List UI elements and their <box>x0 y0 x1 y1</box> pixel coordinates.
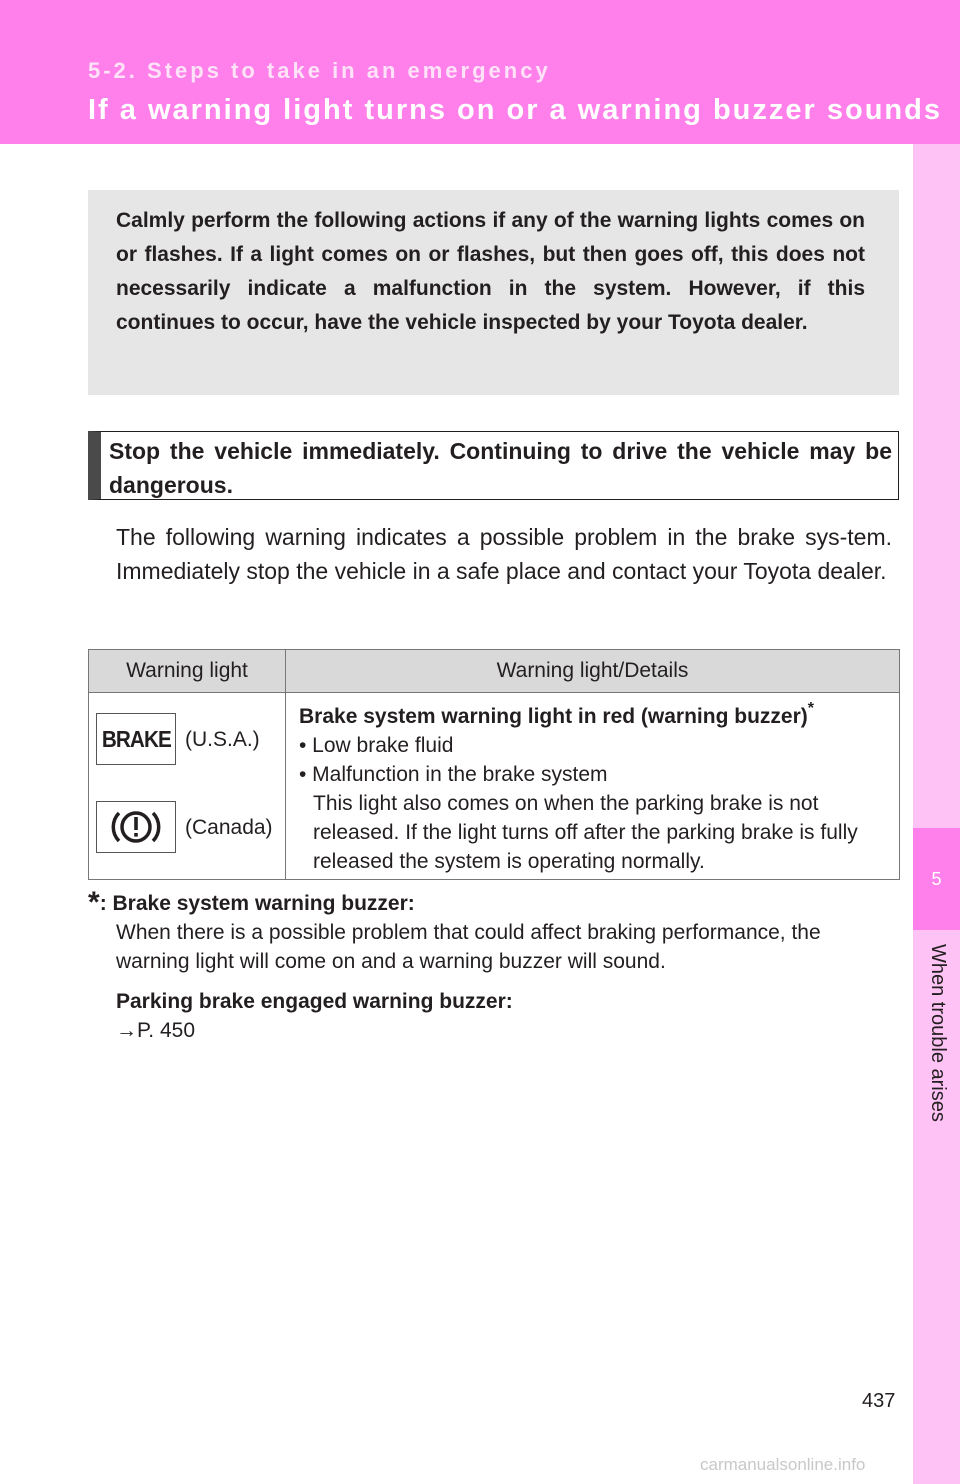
footnote <box>88 888 898 1045</box>
chapter-title-label: When trouble arises <box>927 944 949 1122</box>
table-header-details: Warning light/Details <box>496 659 689 682</box>
page-reference-link[interactable]: →P. 450 <box>116 1019 196 1042</box>
region-canada: (Canada) <box>185 816 273 839</box>
chapter-number-tab[interactable]: 5 <box>913 828 960 930</box>
brake-text-icon <box>96 713 176 765</box>
intro-box <box>88 190 899 395</box>
footnote-star: * <box>88 886 100 919</box>
watermark: carmanualsonline.info <box>700 1455 866 1474</box>
warning-details <box>299 694 889 876</box>
region-usa: (U.S.A.) <box>185 728 260 751</box>
detail-bullet: • Low brake fluid <box>299 734 454 757</box>
column-divider <box>285 650 286 879</box>
section-label: 5-2. Steps to take in an emergency <box>88 58 551 83</box>
chapter-side-tab <box>913 144 960 1484</box>
table-header-row <box>89 650 899 693</box>
table-header-warning-light: Warning light <box>126 659 248 682</box>
page-heading: If a warning light turns on or a warning buzzer sounds <box>88 94 942 126</box>
footnote-heading: : Brake system warning buzzer: <box>99 892 415 915</box>
warning-light-table <box>88 649 900 880</box>
parking-brake-heading: Parking brake engaged warning buzzer: <box>116 990 513 1013</box>
page-number: 437 <box>862 1390 896 1412</box>
intro-text: Calmly perform the following actions if any of the warning lights comes on or flashes. If a light comes on or flashes, but then goes off, this does not necessarily indicate a malfunction in the system. However, if this continues to occur, have the vehicle inspected by your Toyota dealer. <box>116 209 865 334</box>
details-title: Brake system warning light in red (warning buzzer)* <box>299 700 814 728</box>
footnote-text: When there is a possible problem that could affect braking performance, the warning light will come on and a warning buzzer will sound. <box>116 921 821 973</box>
brake-circle-exclamation-icon <box>96 801 176 853</box>
footnote-heading-line <box>88 888 898 918</box>
body-text: The following warning indicates a possible problem in the brake sys-tem. Immediately stop the vehicle in a safe place and contact your Toyota dealer. <box>116 524 892 584</box>
brake-icon-text: BRAKE <box>101 725 171 752</box>
detail-bullet: • Malfunction in the brake system <box>299 763 608 786</box>
alert-heading: Stop the vehicle immediately. Continuing to drive the vehicle may be dangerous. <box>88 431 899 500</box>
page-header <box>0 0 960 144</box>
brake-circle-exclamation-svg <box>108 805 164 849</box>
detail-note: This light also comes on when the parking brake is not released. If the light turns off after the parking brake is fully released the system is operating normally. <box>313 792 858 873</box>
footnote-marker: * <box>807 700 814 717</box>
